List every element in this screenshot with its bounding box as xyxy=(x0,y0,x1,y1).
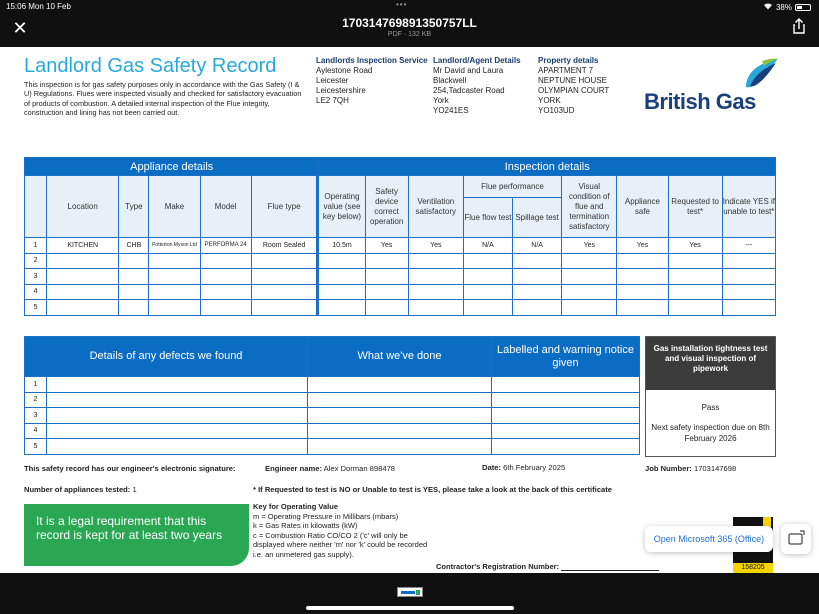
cell-requested: Yes xyxy=(668,238,722,254)
row-number: 5 xyxy=(25,439,47,455)
legal-requirement-banner: It is a legal requirement that this record is kept for at least two years xyxy=(24,504,249,566)
key-line: m = Operating Pressure in Millibars (mbars) xyxy=(253,511,399,521)
cell-safe: Yes xyxy=(617,238,668,254)
cell-operating: 10.5m xyxy=(319,238,365,254)
table-row xyxy=(25,377,640,393)
page-thumbnail-icon[interactable] xyxy=(397,587,423,597)
inspection-service-block xyxy=(316,56,428,106)
key-heading: Key for Operating Value xyxy=(253,502,339,511)
row-number: 2 xyxy=(25,253,47,269)
table-row xyxy=(25,423,640,439)
engineer-label: Engineer name: xyxy=(265,464,322,473)
address-line: APARTMENT 7 xyxy=(538,66,594,75)
table-row xyxy=(25,238,776,254)
page-title: Landlord Gas Safety Record xyxy=(24,55,277,77)
address-line: Leicestershire xyxy=(316,86,366,95)
col-type: Type xyxy=(119,176,149,238)
address-line: York xyxy=(433,96,449,105)
col-spillage: Spillage test xyxy=(513,198,562,238)
engineer-value: Alex Dorman 898478 xyxy=(323,464,396,473)
signature-label: This safety record has our engineer's electronic signature: xyxy=(24,464,236,473)
gas-tightness-box xyxy=(645,336,776,457)
col-operating-value: Operating value (see key below) xyxy=(319,176,365,238)
british-gas-logo: British Gas xyxy=(644,89,756,114)
row-number: 1 xyxy=(25,377,47,393)
row-number: 1 xyxy=(25,238,47,254)
row-number: 4 xyxy=(25,423,47,439)
table-row xyxy=(25,269,776,285)
col-flue-type: Flue type xyxy=(251,176,317,238)
cell-model: PERFORMA 24 xyxy=(200,238,251,254)
status-right xyxy=(763,2,811,12)
cell-flue-type: Room Sealed xyxy=(251,238,317,254)
address-line: 254,Tadcaster Road xyxy=(433,86,505,95)
defects-header: Details of any defects we found xyxy=(25,337,308,377)
job-label: Job Number: xyxy=(645,464,692,473)
agent-block xyxy=(433,56,521,116)
cell-make: Potterton Myson Ltd xyxy=(149,238,200,254)
appliances-line xyxy=(24,485,137,494)
markup-icon[interactable] xyxy=(781,524,811,554)
address-line: YO241ES xyxy=(433,106,469,115)
cell-location: KITCHEN xyxy=(47,238,119,254)
appliances-value: 1 xyxy=(132,485,137,494)
col-ventilation: Ventilation satisfactory xyxy=(408,176,463,238)
inspection-service-heading: Landlords Inspection Service xyxy=(316,56,428,65)
job-line xyxy=(645,464,736,473)
col-flue-performance: Flue performance xyxy=(463,176,561,198)
defects-table xyxy=(24,336,640,455)
wifi-icon xyxy=(763,2,773,12)
cell-type: CHB xyxy=(119,238,149,254)
contractor-label: Contractor's Registration Number: xyxy=(436,562,560,571)
home-indicator[interactable] xyxy=(306,606,514,610)
date-line xyxy=(482,463,565,472)
cell-flue-flow: N/A xyxy=(463,238,512,254)
col-unable-to-test: Indicate YES if unable to test* xyxy=(722,176,775,238)
done-header: What we've done xyxy=(308,337,492,377)
address-line: Aylestone Road xyxy=(316,66,373,75)
col-requested-to-test: Requested to test* xyxy=(668,176,722,238)
col-visual-condition: Visual condition of flue and termination satisfactory xyxy=(562,176,617,238)
property-block xyxy=(538,56,609,116)
cell-ventilation: Yes xyxy=(408,238,463,254)
address-line: Blackwell xyxy=(433,76,467,85)
gas-tightness-result: Pass xyxy=(701,403,720,412)
address-line: Leicester xyxy=(316,76,349,85)
intro-text: This inspection is for gas safety purposes only in accordance with the Gas Safety (I & U) Regulations. Flues were inspected visually and checked for satisfactory evacuation of products of combustion. A detailed internal inspection of the Flue integrity, construction and lining has not been carried out. xyxy=(24,80,302,118)
british-gas-flame-icon xyxy=(742,57,780,89)
row-number: 5 xyxy=(25,300,47,316)
gas-tightness-heading: Gas installation tightness test and visual inspection of pipework xyxy=(646,337,775,390)
cell-safety: Yes xyxy=(365,238,408,254)
col-appliance-safe: Appliance safe xyxy=(617,176,668,238)
date-label: Date: xyxy=(482,463,501,472)
table-row xyxy=(25,300,776,316)
requested-note: * If Requested to test is NO or Unable to test is YES, please take a look at the back of this certificate xyxy=(253,485,612,494)
cell-visual: Yes xyxy=(562,238,617,254)
col-location: Location xyxy=(47,176,119,238)
address-line: OLYMPIAN COURT xyxy=(538,86,610,95)
address-line: NEPTUNE HOUSE xyxy=(538,76,607,85)
table-row xyxy=(25,439,640,455)
appliance-details-header: Appliance details xyxy=(25,158,319,176)
key-line: k = Gas Rates in kilowatts (kW) xyxy=(253,521,358,530)
col-safety-device: Safety device correct operation xyxy=(365,176,408,238)
operating-key xyxy=(253,502,438,559)
share-icon[interactable] xyxy=(789,16,809,36)
document-subtitle: PDF · 132 KB xyxy=(387,31,432,38)
battery-percent: 38% xyxy=(775,2,792,12)
col-flue-flow: Flue flow test xyxy=(463,198,512,238)
table-row xyxy=(25,253,776,269)
row-number: 3 xyxy=(25,408,47,424)
cell-spillage: N/A xyxy=(513,238,562,254)
address-line: YO103UD xyxy=(538,106,575,115)
address-line: LE2 7QH xyxy=(316,96,349,105)
agent-heading: Landlord/Agent Details xyxy=(433,56,521,65)
open-in-office-button[interactable]: Open Microsoft 365 (Office) xyxy=(645,526,773,552)
job-value: 1703147698 xyxy=(693,464,737,473)
row-number: 3 xyxy=(25,269,47,285)
table-row xyxy=(25,392,640,408)
next-inspection: Next safety inspection due on 8th February 2026 xyxy=(651,423,770,443)
appliance-table xyxy=(24,157,776,316)
property-heading: Property details xyxy=(538,56,599,65)
signature-line xyxy=(24,464,236,473)
key-line: c = Combustion Ratio CO/CO 2 ('c' will only be displayed where neither 'm' nor 'k' could be recorded i.e. an unmetered gas supply). xyxy=(253,530,428,559)
contractor-registration xyxy=(436,562,659,571)
date-value: 6th February 2025 xyxy=(503,463,566,472)
address-line: Mr David and Laura xyxy=(433,66,504,75)
close-icon[interactable]: ✕ xyxy=(12,18,28,38)
col-model: Model xyxy=(200,176,251,238)
gas-safe-number: 158205 xyxy=(733,563,773,573)
viewer-top-bar xyxy=(0,0,819,47)
certificate-page xyxy=(0,47,819,573)
inspection-details-header: Inspection details xyxy=(319,158,776,176)
table-row xyxy=(25,408,640,424)
appliances-label: Number of appliances tested: xyxy=(24,485,131,494)
cell-indicate: --- xyxy=(722,238,775,254)
address-line: YORK xyxy=(538,96,561,105)
viewer-bottom-bar xyxy=(0,573,819,614)
battery-icon xyxy=(795,4,811,11)
document-title: 170314769891350757LL xyxy=(342,16,477,30)
col-make: Make xyxy=(149,176,200,238)
labelled-header: Labelled and warning notice given xyxy=(492,337,640,377)
col-number xyxy=(25,176,47,238)
contractor-line xyxy=(561,570,659,571)
row-number: 2 xyxy=(25,392,47,408)
row-number: 4 xyxy=(25,284,47,300)
engineer-line xyxy=(265,464,395,473)
multitask-dots-icon[interactable]: ••• xyxy=(396,0,408,9)
status-time: 15:06 Mon 10 Feb xyxy=(6,2,71,11)
table-row xyxy=(25,284,776,300)
